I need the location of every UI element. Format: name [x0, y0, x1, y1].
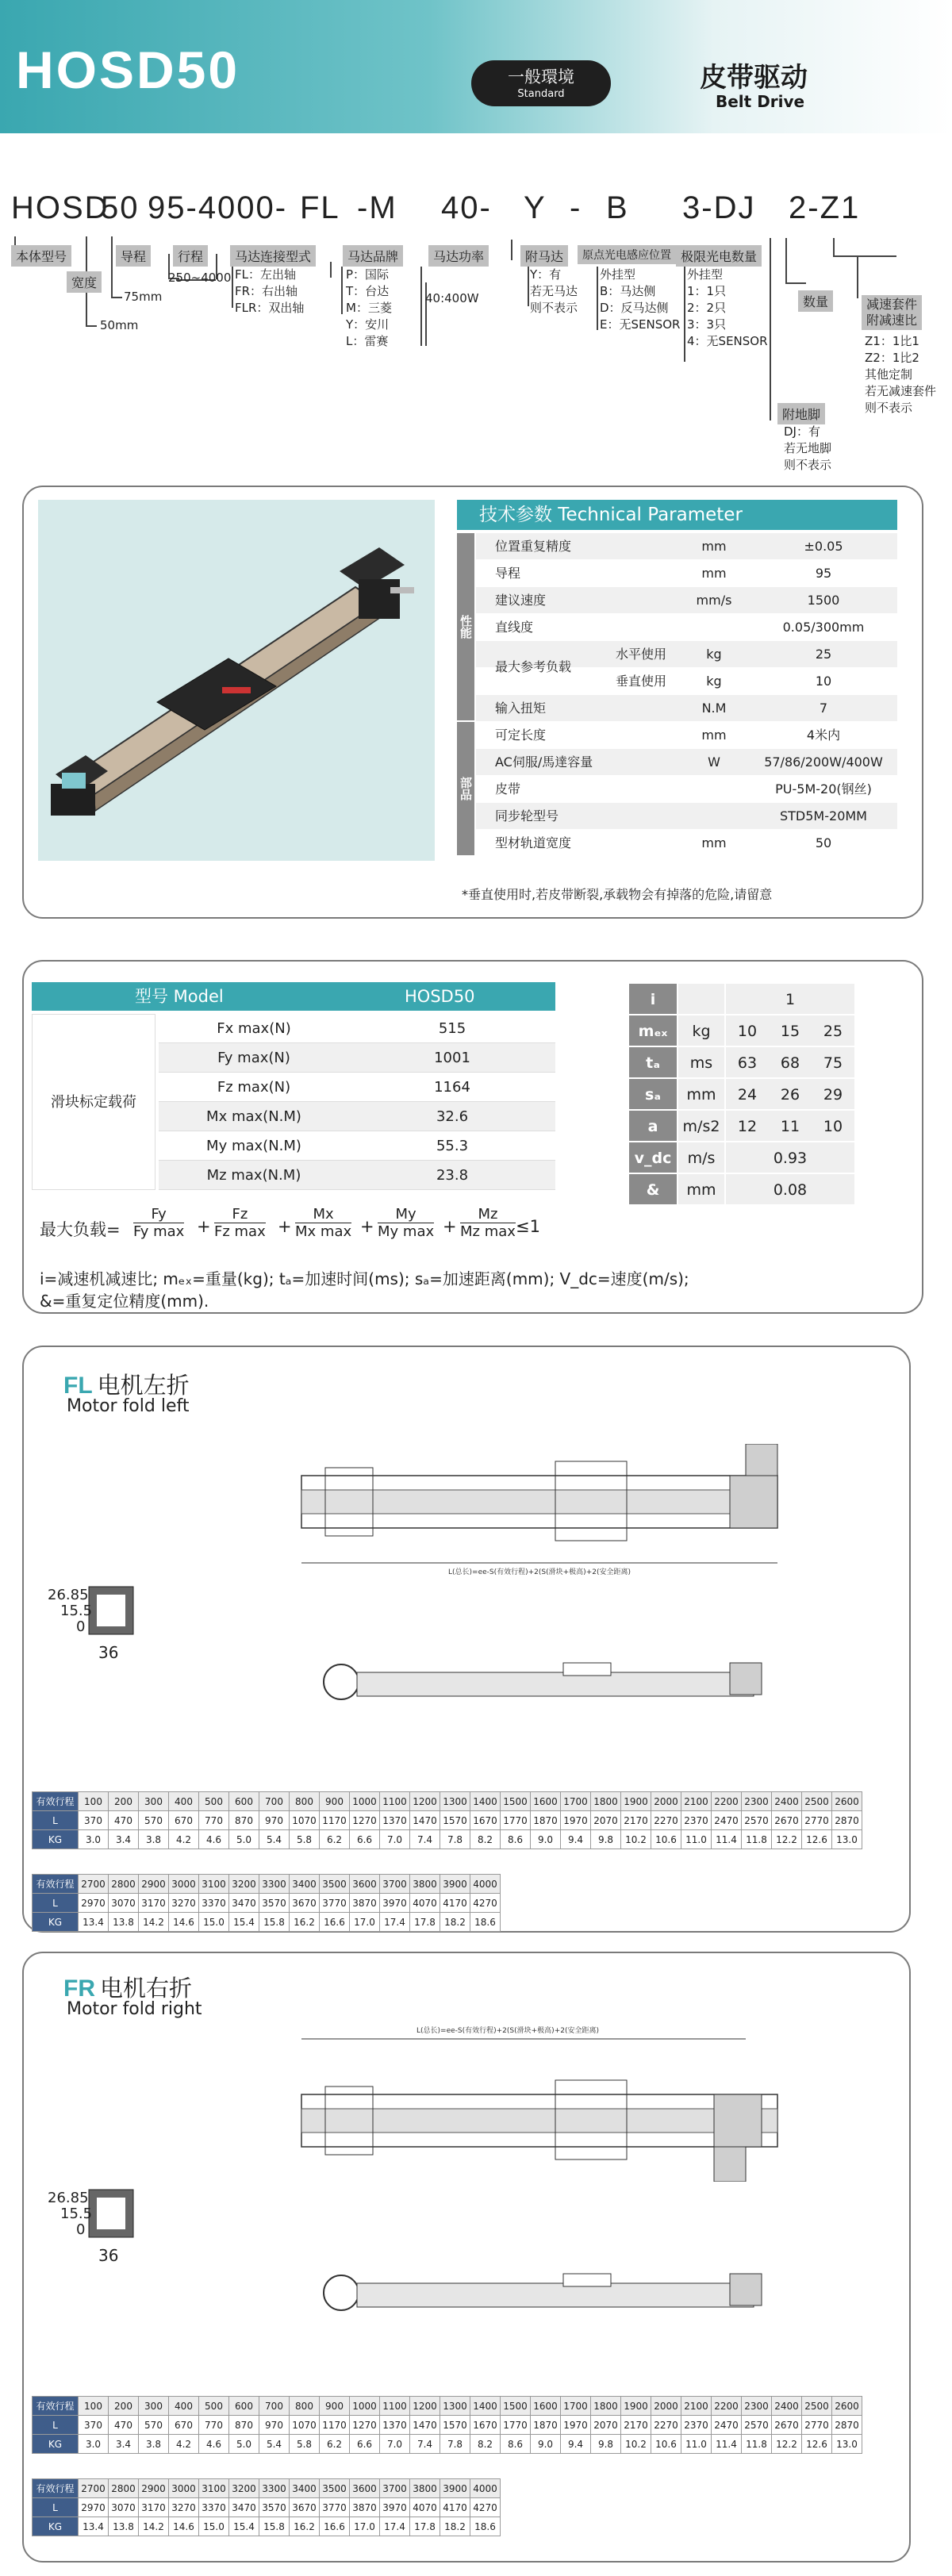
tag-lead: 导程 — [116, 245, 151, 267]
fr-top-view-drawing — [270, 2023, 809, 2182]
tag-motor-connection: 马达连接型式 — [230, 245, 316, 267]
fl-top-view-drawing — [111, 1444, 825, 1587]
tech-row: 型材轨道宽度 mm 50 — [495, 835, 832, 850]
code-part-width: 50 — [101, 190, 140, 225]
fr-dim-b: 15.5 — [60, 2206, 93, 2222]
code-part-reducer: 2-Z1 — [789, 190, 861, 225]
environment-badge — [471, 60, 611, 106]
tag-limit-sensor: 极限光电数量 — [676, 245, 762, 267]
stroke-row: 有效行程 2700 2800 2900 3000 3100 3200 3300 3400 3500 3600 3700 3800 3900 4000 — [33, 1875, 501, 1894]
code-part-lead-stroke: 95-4000- — [148, 190, 288, 225]
stroke-row: KG 13.4 13.8 14.2 14.6 15.0 15.4 15.8 16.2 16.6 17.0 17.4 17.8 18.2 18.6 — [33, 1913, 501, 1932]
tech-row: 输入扭矩 N.M 7 — [476, 695, 897, 721]
stroke-row: 有效行程 100 200 300 400 500 600 700 800 900 1000 1100 1200 1300 1400 1500 1600 1700 1800 1900 2000 2100 2200 2300 2400 2500 2600 — [33, 1792, 862, 1811]
stroke-row: KG 3.0 3.4 3.8 4.2 4.6 5.0 5.4 5.8 6.2 6.6 7.0 7.4 7.8 8.2 8.6 9.0 9.4 9.8 10.2 10.6 11.0 11.4 11.8 12.2 12.6 13.0 — [33, 1830, 862, 1849]
kin-row: sₐ mm 24 26 29 — [629, 1079, 854, 1111]
tech-row: AC伺服/馬達容量 W 57/86/200W/400W — [476, 749, 897, 775]
note-with-motor: Y：有 若无马达 则不表示 — [530, 267, 578, 315]
table-row: Fz max(N) 1164 — [159, 1073, 555, 1102]
tag-stroke: 行程 — [173, 245, 208, 267]
fr-stroke-table-1 — [32, 2396, 862, 2454]
model-title: HOSD50 — [16, 40, 240, 99]
code-part-conn: FL — [300, 190, 340, 225]
code-part-motor: Y — [524, 190, 547, 225]
tag-motor-power: 马达功率 — [428, 245, 489, 267]
note-width: 50mm — [100, 318, 139, 332]
badge-zh: 一般環境 — [508, 67, 574, 86]
fr-total-length-label: L(总长)=ee-S(有效行程)+2(S(滑块+极高)+2(安全距离) — [416, 2027, 599, 2035]
symbol-legend-1: i=减速机减速比; mₑₓ=重量(kg); tₐ=加速时间(ms); sₐ=加速距离(mm); V_dc=速度(m/s); — [40, 1269, 689, 1288]
kin-row: tₐ ms 63 68 75 — [629, 1047, 854, 1079]
table-row: Fx max(N) 515 — [159, 1014, 555, 1043]
fr-dim-a: 26.85 — [48, 2190, 89, 2206]
kin-row: i 1 — [629, 984, 854, 1015]
tech-row: 位置重复精度 mm ±0.05 — [476, 533, 897, 559]
tag-quantity: 数量 — [798, 290, 833, 312]
table-row: My max(N.M) 55.3 — [159, 1131, 555, 1161]
code-part-brand: -M — [357, 190, 397, 225]
stroke-row: L 2970 3070 3170 3270 3370 3470 3570 3670 3770 3870 3970 4070 4170 4270 — [33, 2498, 501, 2517]
fl-title: FL 电机左折 — [63, 1372, 190, 1399]
formula-term: My My max — [378, 1206, 435, 1240]
code-part-series: HOSD — [11, 190, 109, 225]
code-part-origin: B — [606, 190, 629, 225]
fl-dim-d: 36 — [98, 1643, 119, 1662]
fl-stroke-table-1 — [32, 1791, 862, 1849]
formula-term: Fy Fy max — [133, 1206, 185, 1240]
note-reducer-kit: Z1：1比1 Z2：1比2 其他定制 若无减速套件 则不表示 — [865, 334, 937, 415]
slider-rated-load-label: 滑块标定载荷 — [32, 1014, 155, 1190]
note-limit-sensor: 外挂型 1：1只 2：2只 3：3只 4：无SENSOR — [687, 267, 768, 348]
formula-term: Mz Mz max — [460, 1206, 516, 1240]
side-label-parts: 部品 — [457, 722, 474, 855]
fl-profile-section — [48, 1571, 143, 1666]
kin-row: & mm 0.08 — [629, 1174, 854, 1206]
note-origin-sensor: 外挂型 B：马达侧 D：反马达侧 E：无SENSOR — [600, 267, 681, 332]
side-label-performance: 性能 — [457, 533, 474, 720]
tag-width: 宽度 — [67, 271, 102, 293]
tech-row: 建议速度 mm/s 1500 — [476, 587, 897, 613]
tag-motor-brand: 马达品牌 — [343, 245, 403, 267]
fl-dim-b: 15.5 — [60, 1603, 93, 1619]
vertical-use-warning: *垂直使用时,若皮带断裂,承载物会有掉落的危险,请留意 — [462, 887, 773, 902]
fl-dim-a: 26.85 — [48, 1587, 89, 1603]
kin-row: v_dc m/s 0.93 — [629, 1142, 854, 1174]
tech-row: 可定长度 mm 4米内 — [495, 727, 841, 743]
tech-row: 垂直使用 kg 10 — [616, 674, 832, 689]
symbol-legend-2: &=重复定位精度(mm). — [40, 1292, 209, 1311]
kin-row: mₑₓ kg 10 15 25 — [629, 1015, 854, 1047]
fl-total-length-label: L(总长)=ee-S(有效行程)+2(S(滑块+极高)+2(安全距离) — [448, 1568, 631, 1576]
stroke-row: 有效行程 2700 2800 2900 3000 3100 3200 3300 3400 3500 3600 3700 3800 3900 4000 — [33, 2479, 501, 2498]
fl-side-view-drawing — [301, 1634, 777, 1722]
tech-row: 皮带 PU-5M-20(钢丝) — [495, 781, 872, 797]
product-photo — [38, 500, 435, 861]
tech-parameter-title: 技术参数 Technical Parameter — [457, 500, 897, 530]
fr-profile-section — [48, 2174, 143, 2269]
max-load-formula: 最大负载= Fy Fy max + Fz Fz max + Mx Mx max + My My max + Mz Mz max ≤1 — [40, 1206, 540, 1240]
linear-module-illustration — [38, 500, 435, 861]
tag-with-motor: 附马达 — [520, 245, 568, 267]
note-motor-connection: FL：左出轴 FR：右出轴 FLR：双出轴 — [235, 267, 305, 315]
fr-side-view-drawing — [301, 2245, 777, 2332]
table-row: Mx max(N.M) 32.6 — [159, 1102, 555, 1131]
fr-subtitle: Motor fold right — [67, 1999, 202, 2019]
fl-dim-c: 0 — [76, 1618, 86, 1635]
formula-term: Mx Mx max — [295, 1206, 352, 1240]
note-stroke: 250~4000 — [168, 271, 232, 285]
kin-row: a m/s2 12 11 10 — [629, 1111, 854, 1142]
tag-foot: 附地脚 — [777, 403, 825, 424]
badge-en: Standard — [517, 88, 565, 100]
stroke-row: L 2970 3070 3170 3270 3370 3470 3570 3670 3770 3870 3970 4070 4170 4270 — [33, 1894, 501, 1913]
stroke-row: 有效行程 100 200 300 400 500 600 700 800 900 1000 1100 1200 1300 1400 1500 1600 1700 1800 1900 2000 2100 2200 2300 2400 2500 2600 — [33, 2397, 862, 2416]
formula-term: Fz Fz max — [214, 1206, 266, 1240]
stroke-row: KG 3.0 3.4 3.8 4.2 4.6 5.0 5.4 5.8 6.2 6.6 7.0 7.4 7.8 8.2 8.6 9.0 9.4 9.8 10.2 10.6 11.0 11.4 11.8 12.2 12.6 13.0 — [33, 2435, 862, 2454]
note-lead: 75mm — [124, 290, 163, 304]
fl-stroke-table-2 — [32, 1874, 501, 1932]
tag-body-model: 本体型号 — [11, 245, 71, 267]
stroke-row: L 370 470 570 670 770 870 970 1070 1170 1270 1370 1470 1570 1670 1770 1870 1970 2070 2170 2270 2370 2470 2570 2670 2770 2870 — [33, 2416, 862, 2435]
header-banner — [0, 0, 952, 133]
fr-title: FR 电机右折 — [63, 1975, 193, 2002]
note-motor-brand: P：国际 T：台达 M：三菱 Y：安川 L：雷赛 — [346, 267, 392, 348]
tech-row: 同步轮型号 STD5M-20MM — [476, 803, 897, 829]
tag-origin-sensor: 原点光电感应位置 — [578, 245, 676, 264]
category-zh: 皮带驱动 — [700, 62, 808, 94]
note-motor-power: 40:400W — [425, 291, 479, 305]
fr-stroke-table-2 — [32, 2478, 501, 2536]
tech-row: 导程 mm 95 — [495, 566, 832, 581]
stroke-row: L 370 470 570 670 770 870 970 1070 1170 1270 1370 1470 1570 1670 1770 1870 1970 2070 2170 2270 2370 2470 2570 2670 2770 2870 — [33, 1811, 862, 1830]
model-table-header: 型号 Model HOSD50 — [32, 982, 555, 1011]
code-part-limit-foot: 3-DJ — [682, 190, 756, 225]
fr-dim-d: 36 — [98, 2246, 119, 2265]
table-row: Fy max(N) 1001 — [159, 1043, 555, 1073]
category-en: Belt Drive — [716, 92, 805, 111]
tag-reducer-kit: 减速套件 附减速比 — [862, 295, 922, 330]
note-foot: DJ：有 若无地脚 则不表示 — [784, 424, 832, 472]
stroke-row: KG 13.4 13.8 14.2 14.6 15.0 15.4 15.8 16.2 16.6 17.0 17.4 17.8 18.2 18.6 — [33, 2517, 501, 2536]
code-part-power: 40- — [441, 190, 492, 225]
fl-subtitle: Motor fold left — [67, 1396, 190, 1416]
code-part-dash: - — [570, 190, 582, 225]
table-row: Mz max(N.M) 23.8 — [159, 1161, 555, 1190]
tech-row: 最大参考负载 水平使用 kg 25 — [476, 641, 897, 667]
fr-dim-c: 0 — [76, 2221, 86, 2238]
tech-row: 直线度 0.05/300mm — [495, 620, 865, 635]
